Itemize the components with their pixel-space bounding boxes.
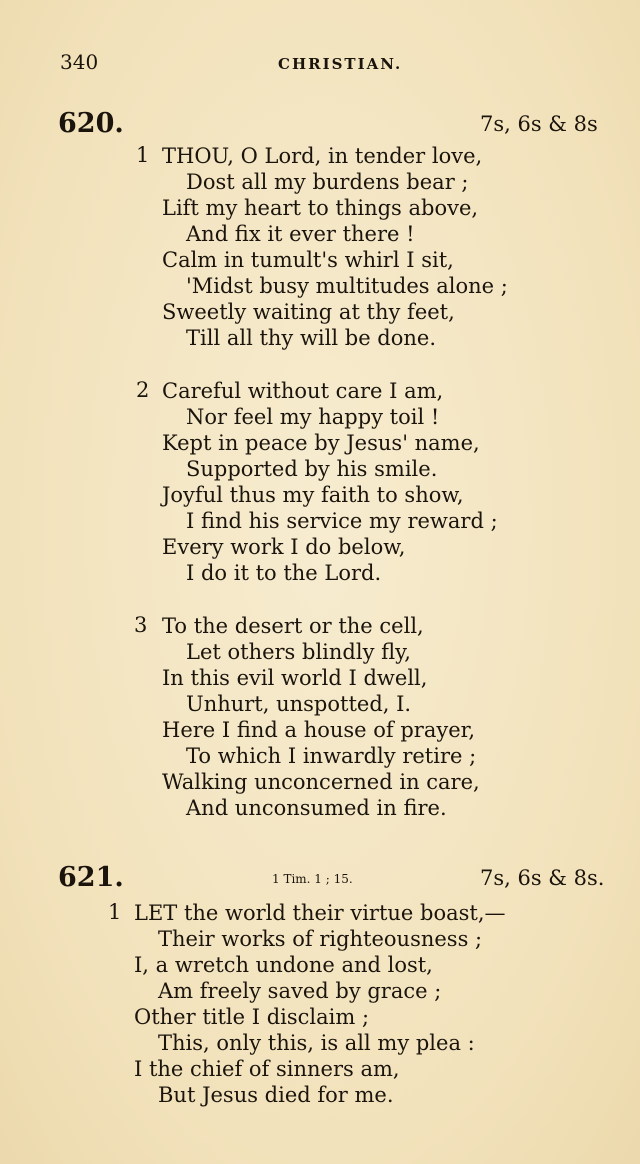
verse-line: Sweetly waiting at thy feet, bbox=[162, 300, 455, 324]
verse-line: 'Midst busy multitudes alone ; bbox=[186, 274, 508, 298]
verse-line: I, a wretch undone and lost, bbox=[134, 953, 433, 977]
verse-line: To the desert or the cell, bbox=[162, 614, 424, 638]
verse-line: THOU, O Lord, in tender love, bbox=[162, 144, 483, 168]
verse-line: To which I inwardly retire ; bbox=[186, 744, 477, 768]
verse-line: This, only this, is all my plea : bbox=[158, 1031, 475, 1055]
verse-line: Kept in peace by Jesus' name, bbox=[162, 431, 480, 455]
verse-number: 3 bbox=[134, 613, 148, 637]
verse-line: Every work I do below, bbox=[162, 535, 406, 559]
verse-line: Their works of righteousness ; bbox=[158, 927, 483, 951]
verse-line: Calm in tumult's whirl I sit, bbox=[162, 248, 454, 272]
verse-line: In this evil world I dwell, bbox=[162, 666, 428, 690]
hymn-meter: 7s, 6s & 8s. bbox=[480, 866, 605, 890]
verse-line: Joyful thus my faith to show, bbox=[162, 483, 464, 507]
verse-line: Supported by his smile. bbox=[186, 457, 438, 481]
verse-line: Nor feel my happy toil ! bbox=[186, 405, 440, 429]
verse-line: Let others blindly fly, bbox=[186, 640, 411, 664]
verse-line: I the chief of sinners am, bbox=[134, 1057, 400, 1081]
verse-number: 2 bbox=[136, 378, 150, 402]
page-number: 340 bbox=[60, 50, 99, 74]
verse-line: Lift my heart to things above, bbox=[162, 196, 479, 220]
verse-line: Till all thy will be done. bbox=[186, 326, 437, 350]
scripture-reference: 1 Tim. 1 ; 15. bbox=[272, 872, 353, 886]
hymn-number: 620. bbox=[58, 108, 124, 139]
verse-line: Here I find a house of prayer, bbox=[162, 718, 476, 742]
verse-line: Dost all my burdens bear ; bbox=[186, 170, 469, 194]
verse-line: But Jesus died for me. bbox=[158, 1083, 394, 1107]
verse-line: And fix it ever there ! bbox=[186, 222, 415, 246]
hymn-meter: 7s, 6s & 8s bbox=[480, 112, 598, 136]
verse-line: LET the world their virtue boast,— bbox=[134, 901, 506, 925]
verse-line: Other title I disclaim ; bbox=[134, 1005, 370, 1029]
verse-line: And unconsumed in fire. bbox=[186, 796, 447, 820]
verse-number: 1 bbox=[108, 900, 122, 924]
verse-line: Am freely saved by grace ; bbox=[158, 979, 442, 1003]
hymn-number: 621. bbox=[58, 862, 124, 893]
verse-line: I do it to the Lord. bbox=[186, 561, 382, 585]
verse-line: I find his service my reward ; bbox=[186, 509, 498, 533]
verse-line: Unhurt, unspotted, I. bbox=[186, 692, 412, 716]
verse-number: 1 bbox=[136, 143, 150, 167]
verse-line: Walking unconcerned in care, bbox=[162, 770, 480, 794]
running-title: CHRISTIAN. bbox=[278, 55, 403, 73]
verse-line: Careful without care I am, bbox=[162, 379, 444, 403]
